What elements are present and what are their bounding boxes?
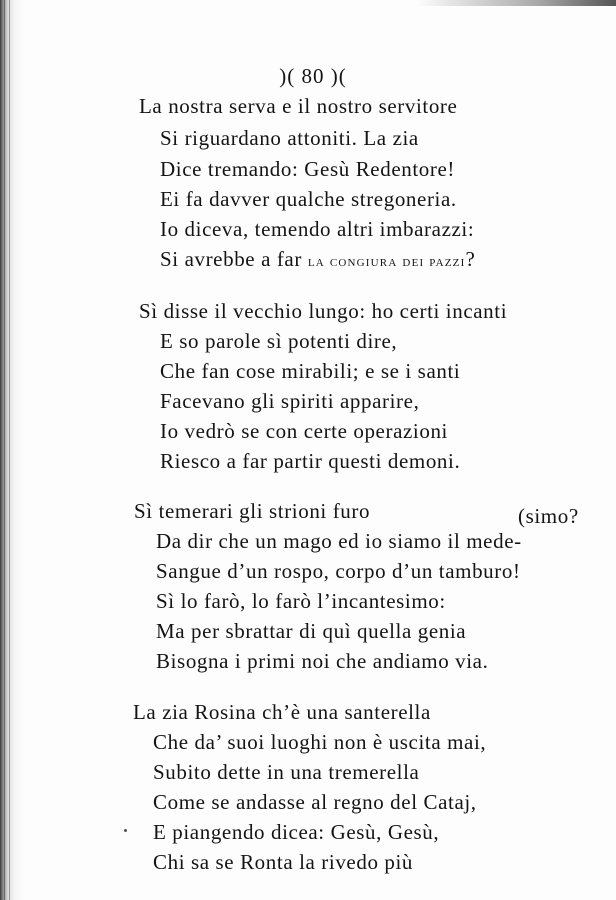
binding-edge-line — [4, 0, 5, 900]
verse-punctuation: ? — [465, 247, 476, 271]
ink-speck — [124, 829, 127, 832]
verse-text: Si avrebbe a far — [160, 247, 308, 271]
verse-line: Chi sa se Ronta la rivedo più — [153, 850, 414, 874]
verse-line: Io vedrò se con certe operazioni — [160, 419, 448, 443]
verse-line: Io diceva, temendo altri imbarazzi: — [160, 217, 475, 241]
verse-line: E piangendo dicea: Gesù, Gesù, — [153, 820, 440, 844]
verse-line: La zia Rosina ch’è una santerella — [133, 700, 431, 724]
verse-line: Si riguardano attoniti. La zia — [160, 126, 419, 150]
verse-line: E so parole sì potenti dire, — [160, 329, 398, 353]
verse-line: Ma per sbrattar di quì quella genia — [156, 619, 467, 643]
verse-line: Che da’ suoi luoghi non è uscita mai, — [153, 730, 487, 754]
verse-line: Bisogna i primi noi che andiamo via. — [156, 649, 489, 673]
verse-line: Subito dette in una tremerella — [153, 760, 420, 784]
verse-turnover: (simo? — [518, 504, 579, 528]
verse-line: Sangue d’un rospo, corpo d’un tamburo! — [156, 559, 521, 583]
binding-edge-line — [9, 0, 10, 900]
verse-line: Come se andasse al regno del Cataj, — [153, 790, 477, 814]
verse-line — [160, 245, 475, 276]
verse-line: Sì temerari gli strioni furo — [134, 499, 371, 523]
verse-line: Facevano gli spiriti apparire, — [160, 389, 420, 413]
verse-line: Riesco a far partir questi demoni. — [160, 449, 461, 473]
verse-line: La nostra serva e il nostro servitore — [139, 94, 458, 118]
verse-line: Dice tremando: Gesù Redentore! — [160, 157, 455, 181]
verse-line: Da dir che un mago ed io siamo il mede- — [156, 529, 522, 553]
verse-line: Sì lo farò, lo farò l’incantesimo: — [156, 589, 446, 613]
page-number: )( 80 )( — [279, 64, 347, 88]
verse-line: Sì disse il vecchio lungo: ho certi incanti — [139, 299, 508, 323]
verse-line: Ei fa davver qualche stregoneria. — [160, 187, 457, 211]
small-caps-title: la congiura dei pazzi — [307, 254, 466, 270]
verse-line: Che fan cose mirabili; e se i santi — [160, 359, 461, 383]
page-top-edge-shadow — [416, 0, 616, 6]
